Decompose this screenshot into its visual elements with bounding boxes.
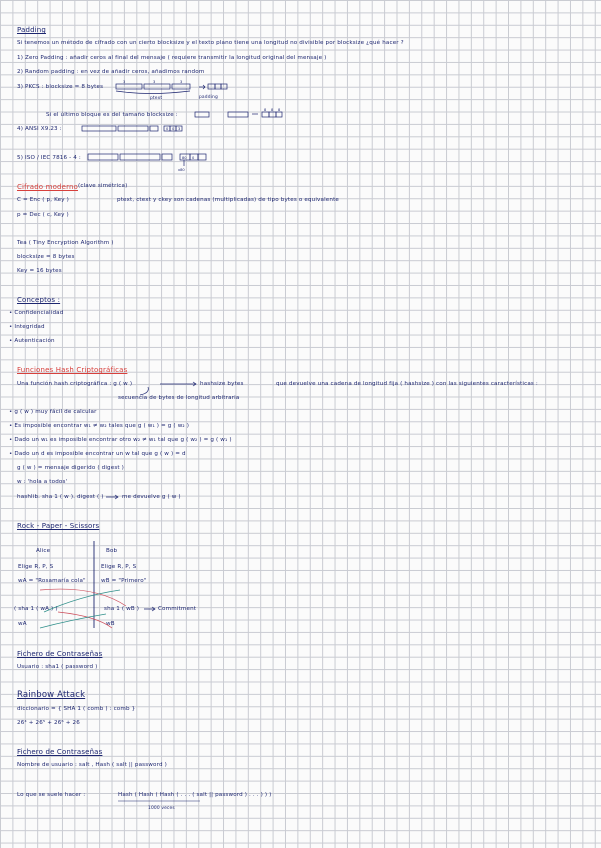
pkcs-full-cell: 8: [264, 108, 267, 112]
ficheros1-line: Usuario : sha1 ( password ): [17, 664, 98, 670]
tea-heading: Tea ( Tiny Encryption Algorithm ): [17, 240, 114, 246]
cifrado-note: ptext, ctext y ckey son cadenas (multiplicadas) de tipo bytes o equivalente: [117, 197, 340, 203]
ficheros2-formula: Hash ( Hash ( Hash ( . . . ( salt || password ) . . . ) ) ): [118, 792, 272, 798]
ficheros2-suele: Lo que se suele hacer :: [17, 792, 86, 798]
rainbow-sum: 26⁴ + 26⁵ + 26⁶ + 26: [17, 720, 80, 726]
pkcs-cell-label: 3: [180, 80, 183, 84]
ptext-label: ptext: [150, 96, 163, 101]
rps-bob-elige: Elige R, P, S: [101, 564, 137, 570]
pkcs-cell-label: 3: [123, 80, 126, 84]
rps-alice-w: wA = "Rosamaría cola": [18, 578, 86, 584]
hash-bullet-text: Dado un w₁ es imposible encontrar otro w₂ ≠ w₁ tal que g ( w₂ ) = g ( w₁ ): [14, 437, 232, 443]
rps-alice: Alice: [36, 548, 51, 554]
iso-note: x80: [178, 168, 185, 172]
hash-bullet: • Dado un w₁ es imposible encontrar otro w₂ ≠ w₁ tal que g ( w₂ ) = g ( w₁ ): [9, 437, 232, 443]
concepto-item: • Autenticación: [9, 338, 55, 344]
rps-bob-sha: sha 1 ( wB ): [104, 606, 140, 612]
rps-heading: Rock - Paper - Scissors: [17, 522, 100, 530]
concepto-item: • Integridad: [9, 324, 45, 330]
cifrado-enc: C = Enc ( p, Key ): [17, 197, 69, 203]
iso-cell: 0: [192, 156, 195, 160]
hash-bullet: • g ( w ) muy fácil de calcular: [9, 409, 97, 415]
rps-alice-sha: ( sha 1 ( wA ) ): [14, 606, 58, 612]
tea-blocksize: blocksize = 8 bytes: [17, 254, 75, 260]
cifrado-heading: Cifrado moderno: [17, 183, 78, 191]
tea-key: Key = 16 bytes: [17, 268, 62, 274]
ansi-cell: 0: [166, 127, 169, 131]
concepto-label: Integridad: [14, 324, 45, 330]
rps-wa: wA: [18, 621, 27, 627]
rainbow-diccionario: diccionario = { SHA 1 ( comb ) : comb }: [17, 706, 136, 712]
conceptos-heading: Conceptos :: [17, 296, 61, 304]
ficheros2-heading: Fichero de Contraseñas: [17, 748, 103, 756]
hash-bullet: • Es imposible encontrar w₁ ≠ w₂ tales que g ( w₁ ) = g ( w₂ ): [9, 423, 190, 429]
padding-label: padding: [199, 95, 218, 100]
padding-heading: Padding: [17, 26, 46, 34]
hash-w-example: w : 'hola a todos': [17, 479, 68, 485]
hash-intro: Una función hash criptográfica : g ( w ): [17, 381, 133, 387]
rps-bob-w: wB = "Primero": [101, 578, 147, 584]
hash-bullet-text: Es imposible encontrar w₁ ≠ w₂ tales que g ( w₁ ) = g ( w₂ ): [14, 423, 190, 429]
hash-digest-result: me devuelve g ( w ): [122, 494, 181, 500]
hash-heading: Funciones Hash Criptográficas: [17, 366, 128, 374]
padding-item-full-block: Si el último bloque es del tamaño blocksize :: [46, 112, 178, 118]
pkcs-full-cell: 8: [271, 108, 274, 112]
ansi-cell: 3: [178, 127, 181, 131]
hash-digest-def: g ( w ) = mensaje digerido ( digest ): [17, 465, 124, 471]
pkcs-full-cell: 8: [278, 108, 281, 112]
ficheros1-heading: Fichero de Contraseñas: [17, 650, 103, 658]
cifrado-subheading: (clave simétrica): [78, 183, 128, 189]
ficheros2-veces: 1000 veces: [148, 806, 175, 811]
padding-item-ansi: 4) ANSI X9.23 :: [17, 126, 62, 132]
hash-bullet-text: Dado un d es imposible encontrar un w tal que g ( w ) = d: [14, 451, 186, 457]
hash-intro-tail: que devuelve una cadena de longitud fija ( hashsize ) con las siguientes características :: [276, 381, 538, 387]
hash-arrow-target: hashsize bytes: [200, 381, 244, 387]
pkcs-cell-label: 3: [153, 80, 156, 84]
rps-commitment: Commitment: [158, 606, 197, 612]
hash-secuencia: secuencia de bytes de longitud arbitraria: [118, 395, 240, 401]
padding-question: Si tenemos un método de cifrado con un cierto blocksize y el texto plano tiene una longitud no divisible por blocksize ¿qué hacer ?: [17, 40, 404, 46]
ficheros2-line: Nombre de usuario : salt , Hash ( salt || password ): [17, 762, 167, 768]
padding-item-zero: 1) Zero Padding : añadir ceros al final del mensaje ( requiere transmitir la longitud original del mensaje ): [17, 55, 327, 61]
iso-cell: 80: [182, 156, 187, 160]
padding-item-random: 2) Random padding : en vez de añadir ceros, añadimos random: [17, 69, 205, 75]
cifrado-dec: p = Dec ( c, Key ): [17, 212, 69, 218]
hash-hashlib: hashlib. sha 1 ( w ). digest ( ): [17, 494, 104, 500]
rps-alice-elige: Elige R, P, S: [18, 564, 54, 570]
hash-bullet: • Dado un d es imposible encontrar un w tal que g ( w ) = d: [9, 451, 186, 457]
hash-bullet-text: g ( w ) muy fácil de calcular: [14, 409, 97, 415]
concepto-label: Autenticación: [14, 338, 55, 344]
ansi-cell: 0: [172, 127, 175, 131]
padding-item-iso: 5) ISO / IEC 7816 - 4 :: [17, 155, 81, 161]
rainbow-heading: Rainbow Attack: [17, 690, 86, 700]
padding-item-pkcs: 3) PKCS : blocksize = 8 bytes: [17, 84, 104, 90]
concepto-item: • Confidencialidad: [9, 310, 64, 316]
rps-wb: wB: [106, 621, 115, 627]
concepto-label: Confidencialidad: [14, 310, 64, 316]
rps-bob: Bob: [106, 548, 118, 554]
